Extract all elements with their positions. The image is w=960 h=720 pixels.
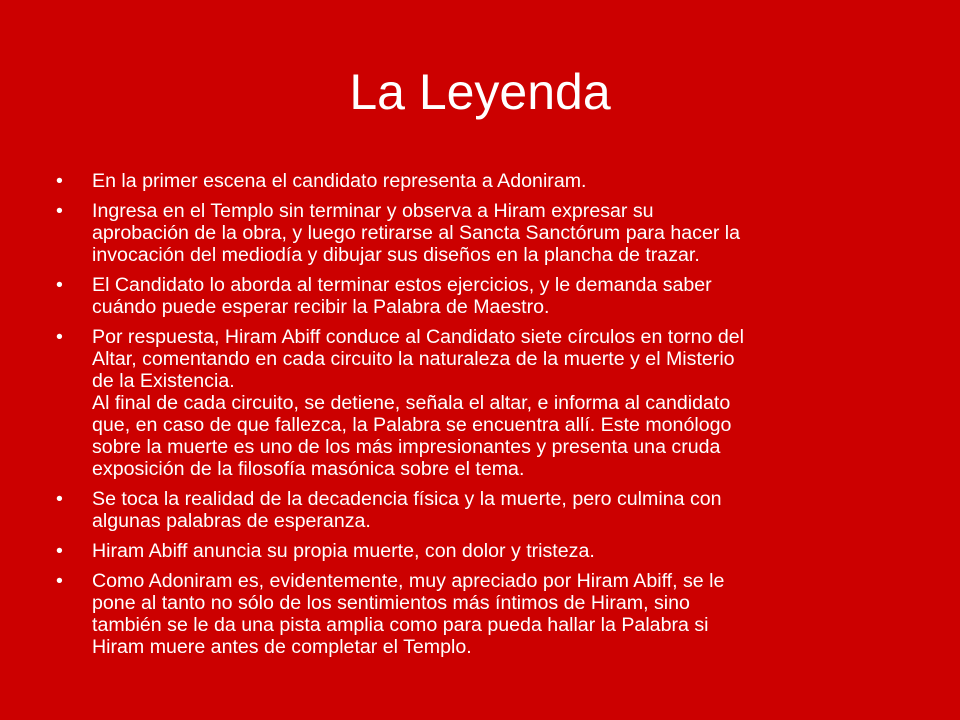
bullet-text	[92, 488, 906, 532]
bullet-icon: •	[56, 200, 63, 222]
bullet-icon: •	[56, 326, 63, 348]
bullet-icon: •	[56, 170, 63, 192]
bullet-text	[92, 274, 906, 318]
bullet-line: Se toca la realidad de la decadencia física y la muerte, pero culmina con	[92, 488, 722, 510]
bullet-item	[56, 170, 906, 192]
bullet-icon: •	[56, 274, 63, 296]
bullet-item	[56, 326, 906, 480]
bullet-line: Por respuesta, Hiram Abiff conduce al Candidato siete círculos en torno del	[92, 326, 745, 348]
bullet-text	[92, 326, 906, 480]
bullet-line: pone al tanto no sólo de los sentimientos más íntimos de Hiram, sino	[92, 592, 690, 614]
bullet-line: invocación del mediodía y dibujar sus diseños en la plancha de trazar.	[92, 244, 700, 266]
bullet-item	[56, 570, 906, 658]
bullet-item	[56, 200, 906, 266]
bullet-text	[92, 570, 906, 658]
bullet-line: también se le da una pista amplia como para pueda hallar la Palabra si	[92, 614, 709, 636]
bullet-line: de la Existencia.	[92, 370, 235, 392]
bullet-icon: •	[56, 488, 63, 510]
bullet-line: Ingresa en el Templo sin terminar y observa a Hiram expresar su	[92, 200, 654, 222]
bullet-line: que, en caso de que fallezca, la Palabra se encuentra allí. Este monólogo	[92, 414, 732, 436]
bullet-line: exposición de la filosofía masónica sobre el tema.	[92, 458, 525, 480]
bullet-line: El Candidato lo aborda al terminar estos ejercicios, y le demanda saber	[92, 274, 712, 296]
bullet-line: Altar, comentando en cada circuito la naturaleza de la muerte y el Misterio	[92, 348, 735, 370]
bullet-text	[92, 200, 906, 266]
bullet-text	[92, 170, 906, 192]
bullet-line: Al final de cada circuito, se detiene, señala el altar, e informa al candidato	[92, 392, 731, 414]
bullet-list	[56, 170, 906, 666]
bullet-item	[56, 488, 906, 532]
bullet-text	[92, 540, 906, 562]
bullet-line: Como Adoniram es, evidentemente, muy apreciado por Hiram Abiff, se le	[92, 570, 725, 592]
bullet-icon: •	[56, 570, 63, 592]
bullet-line: aprobación de la obra, y luego retirarse al Sancta Sanctórum para hacer la	[92, 222, 741, 244]
slide-title: La Leyenda	[349, 64, 611, 120]
bullet-icon: •	[56, 540, 63, 562]
bullet-line: Hiram muere antes de completar el Templo.	[92, 636, 472, 658]
bullet-line: sobre la muerte es uno de los más impresionantes y presenta una cruda	[92, 436, 721, 458]
bullet-item	[56, 540, 906, 562]
bullet-item	[56, 274, 906, 318]
bullet-line: algunas palabras de esperanza.	[92, 510, 371, 532]
bullet-line: Hiram Abiff anuncia su propia muerte, con dolor y tristeza.	[92, 540, 595, 562]
bullet-line: En la primer escena el candidato representa a Adoniram.	[92, 170, 587, 192]
bullet-line: cuándo puede esperar recibir la Palabra de Maestro.	[92, 296, 550, 318]
